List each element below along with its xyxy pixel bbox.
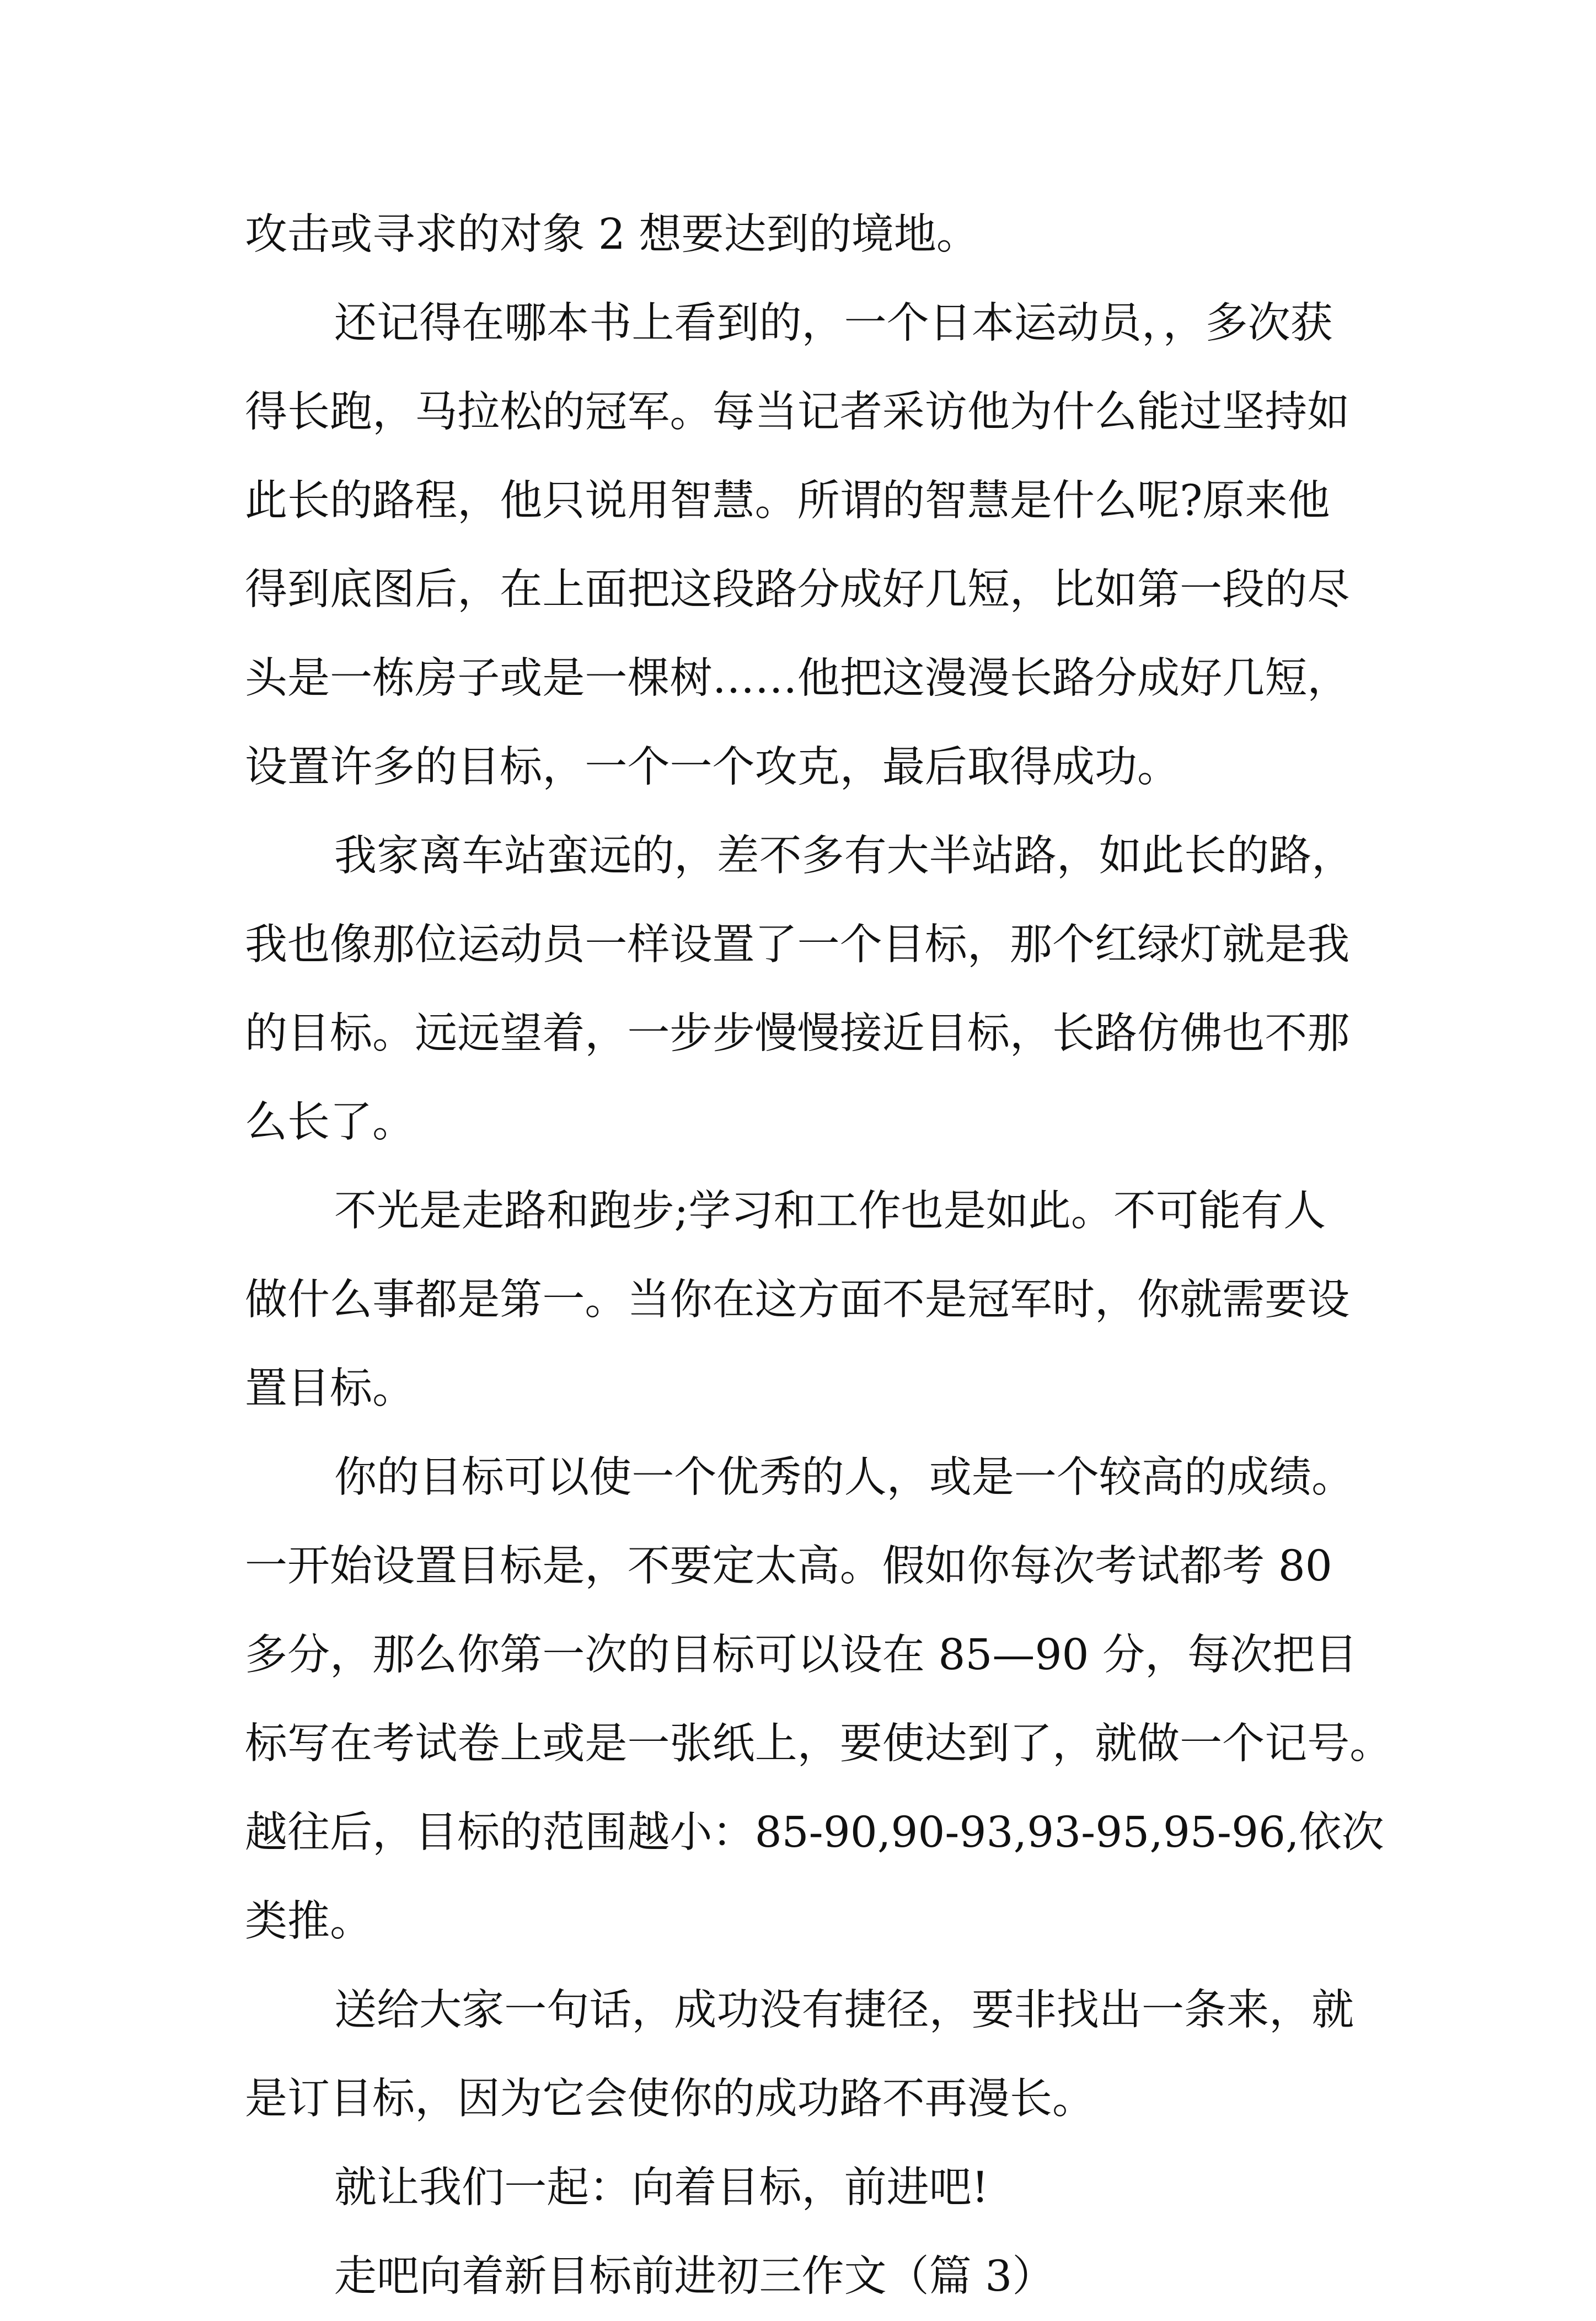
text-line: 我家离车站蛮远的，差不多有大半站路，如此长的路， bbox=[334, 832, 1354, 881]
text-line: 得长跑，马拉松的冠军。每当记者采访他为什么能过坚持如 bbox=[245, 388, 1350, 437]
text-line: 么长了。 bbox=[245, 1098, 415, 1147]
text-line: 的目标。远远望着，一步步慢慢接近目标，长路仿佛也不那 bbox=[245, 1009, 1350, 1058]
text-line: 置目标。 bbox=[245, 1364, 415, 1413]
text-line: 此长的路程，他只说用智慧。所谓的智慧是什么呢?原来他 bbox=[245, 476, 1330, 526]
section-heading: 走吧向着新目标前进初三作文（篇 3） bbox=[334, 2252, 1055, 2301]
text-line: 还记得在哪本书上看到的，一个日本运动员，，多次获 bbox=[334, 299, 1333, 348]
text-line: 越往后，目标的范围越小：85-90,90-93,93-95,95-96,依次 bbox=[245, 1808, 1384, 1857]
text-line: 标写在考试卷上或是一张纸上，要使达到了，就做一个记号。 bbox=[245, 1719, 1393, 1768]
text-line: 类推。 bbox=[245, 1897, 373, 1946]
document-body bbox=[245, 190, 1393, 2321]
text-line: 你的目标可以使一个优秀的人，或是一个较高的成绩。 bbox=[334, 1453, 1354, 1502]
text-line: 一开始设置目标是，不要定太高。假如你每次考试都考 80 bbox=[245, 1542, 1332, 1591]
text-line: 多分，那么你第一次的目标可以设在 85—90 分，每次把目 bbox=[245, 1631, 1358, 1680]
text-line: 头是一栋房子或是一棵树……他把这漫漫长路分成好几短， bbox=[245, 654, 1350, 703]
text-line: 不光是走路和跑步;学习和工作也是如此。不可能有人 bbox=[334, 1187, 1326, 1236]
text-line: 设置许多的目标，一个一个攻克，最后取得成功。 bbox=[245, 743, 1180, 792]
text-line: 我也像那位运动员一样设置了一个目标，那个红绿灯就是我 bbox=[245, 920, 1350, 969]
text-line: 就让我们一起：向着目标，前进吧! bbox=[334, 2163, 989, 2212]
text-line: 做什么事都是第一。当你在这方面不是冠军时，你就需要设 bbox=[245, 1275, 1350, 1325]
text-line: 攻击或寻求的对象 2 想要达到的境地。 bbox=[245, 210, 979, 259]
text-line: 送给大家一句话，成功没有捷径，要非找出一条来，就 bbox=[334, 1986, 1354, 2035]
text-line: 是订目标，因为它会使你的成功路不再漫长。 bbox=[245, 2075, 1095, 2124]
text-line: 得到底图后，在上面把这段路分成好几短，比如第一段的尽 bbox=[245, 565, 1350, 614]
